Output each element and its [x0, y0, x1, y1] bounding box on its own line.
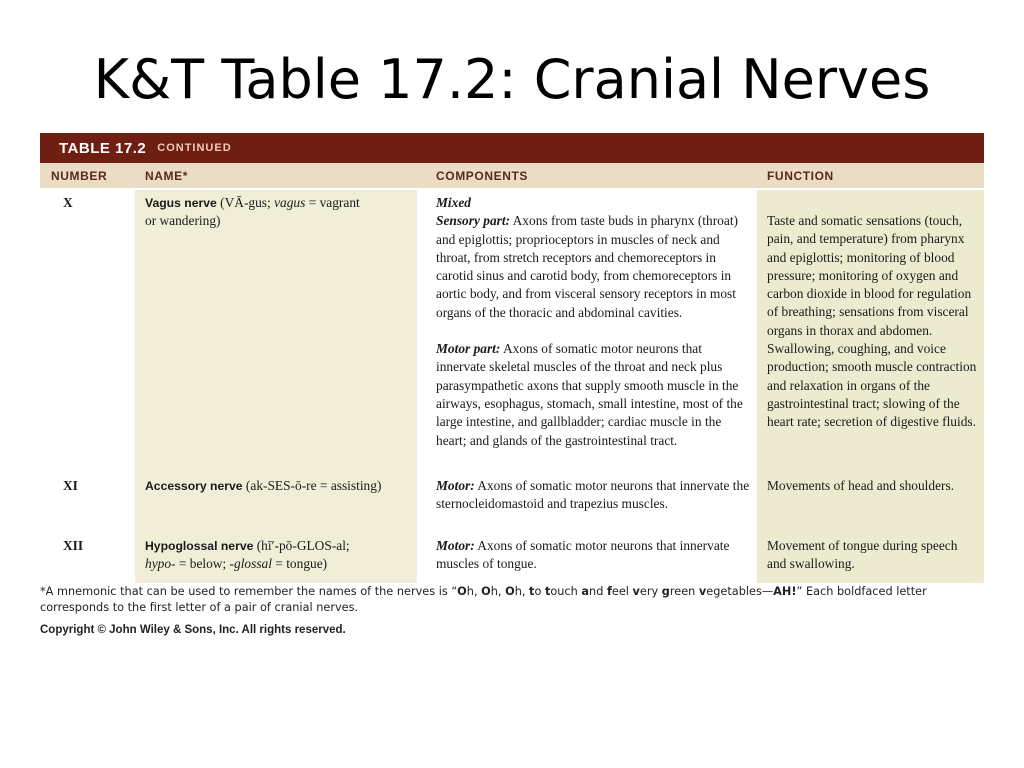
vagus-root: vagus	[274, 195, 306, 210]
copyright-notice: Copyright © John Wiley & Sons, Inc. All rights reserved.	[40, 624, 346, 636]
function-column	[757, 190, 984, 583]
vagus-sensory-text: Axons from taste buds in pharynx (throat) and epiglottis; proprioceptors in muscles of neck and throat, from stretch receptors and chemoreceptors in carotid sinus and carotid body, from chemoreceptors in aortic body, and from visceral sensory receptors in most organs of the thoracic and abdominal cavities.	[436, 213, 739, 320]
vagus-pronunciation: (VĀ-gus;	[216, 195, 275, 210]
hypoglossal-mid: = below;	[175, 556, 230, 572]
hypoglossal-pronunciation: (hī′-pō-GLOS-al;	[253, 538, 350, 553]
table-footnote	[40, 584, 984, 616]
fn-text: ouch	[550, 585, 582, 598]
row-x-number: X	[63, 195, 73, 210]
fn-text: nd	[589, 585, 607, 598]
hypoglossal-root-a: hypo-	[145, 556, 176, 572]
fn-letter: O	[481, 585, 491, 598]
fn-letter: f	[606, 585, 612, 598]
row-xi-components	[417, 477, 757, 514]
row-x-name	[135, 194, 417, 231]
row-xii-components	[417, 537, 757, 574]
table-body	[40, 190, 984, 583]
hypoglossal-end: = tongue)	[271, 556, 328, 572]
fn-letter: v	[632, 585, 640, 598]
header-number: NUMBER	[51, 168, 108, 183]
fn-letter: t	[529, 585, 535, 598]
row-x-components	[417, 194, 757, 450]
vagus-meaning: = vagrant	[305, 195, 360, 210]
footnote-intro: *A mnemonic that can be used to remember the names of the nerves is “	[40, 585, 458, 598]
vagus-sensory-label: Sensory part:	[436, 213, 511, 229]
row-xi-name	[135, 477, 417, 495]
name-column	[135, 190, 417, 583]
fn-text: o	[534, 585, 545, 598]
header-function: FUNCTION	[767, 168, 834, 183]
slide-title: K&T Table 17.2: Cranial Nerves	[93, 48, 931, 111]
fn-text: eel	[611, 585, 633, 598]
fn-text: h,	[514, 585, 530, 598]
fn-text: h,	[466, 585, 482, 598]
number-column	[40, 190, 135, 583]
fn-text: egetables—	[706, 585, 774, 598]
vagus-nerve-label: Vagus nerve	[145, 196, 217, 210]
vagus-motor-text: Axons of somatic motor neurons that innervate skeletal muscles of the throat and neck plus parasympathetic axons that supply smooth muscle in the airways, esophagus, stomach, small intestine, most of the large intestine, and gallbladder; cardiac muscle in the heart; and glands of the gastrointestinal tract.	[436, 341, 743, 448]
fn-letter: a	[581, 585, 590, 598]
footnote-outro: ” Each boldfaced letter corresponds to the first letter of a pair of cranial nerves.	[40, 585, 927, 614]
vagus-meaning-cont: or wandering)	[145, 213, 221, 229]
hypoglossal-nerve-label: Hypoglossal nerve	[145, 539, 254, 553]
fn-text: reen	[669, 585, 699, 598]
fn-text: h,	[490, 585, 506, 598]
accessory-motor-text: Axons of somatic motor neurons that innervate the sternocleidomastoid and trapezius muscles.	[436, 478, 750, 512]
accessory-motor-label: Motor:	[436, 478, 475, 493]
row-x-function	[757, 212, 984, 432]
components-column	[417, 190, 757, 583]
row-xii-name	[135, 537, 417, 574]
header-name: NAME*	[145, 168, 189, 183]
hypoglossal-motor-label: Motor:	[436, 538, 475, 553]
header-components: COMPONENTS	[436, 168, 529, 183]
accessory-nerve-label: Accessory nerve	[145, 479, 243, 493]
fn-text: ery	[639, 585, 662, 598]
fn-letter: AH!	[773, 585, 797, 598]
table-header-row	[40, 163, 984, 190]
vagus-motor-label: Motor part:	[436, 341, 501, 357]
vagus-type: Mixed	[436, 195, 471, 210]
vagus-function-sensory: Taste and somatic sensations (touch, pain, and temperature) from pharynx and epiglottis; monitoring of blood pressure; monitoring of oxygen and carbon dioxide in blood for regulation of breathing; sensations from visceral organs in thorax and abdomen.	[767, 213, 972, 338]
fn-letter: v	[698, 585, 707, 598]
cranial-nerves-table	[40, 133, 984, 583]
vagus-function-motor: Swallowing, coughing, and voice production; smooth muscle contraction and relaxation in organs of the gastrointestinal tract; slowing of the heart rate; secretion of digestive fluids.	[767, 341, 977, 430]
fn-letter: g	[661, 585, 670, 598]
hypoglossal-root-b: -glossal	[229, 556, 272, 572]
vagus-motor-part	[436, 340, 753, 450]
fn-letter: O	[457, 585, 467, 598]
table-banner	[40, 133, 984, 163]
hypoglossal-motor-text: Axons of somatic motor neurons that innervate muscles of tongue.	[436, 538, 730, 572]
row-xii-number: XII	[63, 538, 84, 553]
fn-letter: t	[544, 585, 551, 598]
row-xi-number: XI	[63, 478, 78, 493]
row-xii-function: Movement of tongue during speech and swallowing.	[767, 538, 958, 572]
table-banner-subtitle: CONTINUED	[157, 142, 232, 154]
accessory-pronunciation: (ak-SES-ō-re = assisting)	[242, 478, 382, 493]
table-banner-title: TABLE 17.2	[59, 139, 147, 157]
fn-letter: O	[505, 585, 515, 598]
vagus-sensory-part	[436, 212, 753, 322]
row-xi-function: Movements of head and shoulders.	[767, 478, 955, 493]
